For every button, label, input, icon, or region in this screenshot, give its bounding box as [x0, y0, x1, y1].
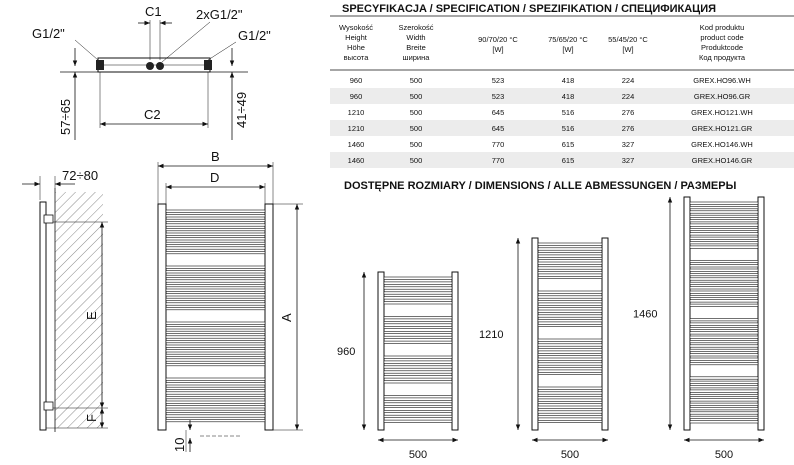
mid-connector-right — [156, 62, 164, 70]
size-bar — [690, 265, 758, 267]
label-c2: C2 — [144, 107, 161, 122]
size-bar — [384, 287, 452, 289]
spec-cell: 516 — [561, 108, 575, 117]
spec-cell: 327 — [621, 156, 635, 165]
front-bar — [166, 406, 265, 408]
size-bar — [690, 215, 758, 217]
size-bar — [538, 353, 602, 355]
spec-cell: GREX.HO96.WH — [693, 76, 751, 85]
size-bar — [384, 396, 452, 398]
spec-cell: 224 — [621, 76, 635, 85]
spec-header-cell: [W] — [492, 45, 504, 54]
size-bar — [690, 269, 758, 271]
size-bar — [538, 344, 602, 346]
size-bar — [690, 332, 758, 334]
size-bar — [538, 358, 602, 360]
size-right-rail — [602, 238, 608, 430]
size-width-label: 500 — [408, 449, 428, 461]
label-ten: 10 — [172, 437, 187, 452]
size-bar — [690, 319, 758, 321]
spec-cell: GREX.HO121.GR — [691, 124, 753, 133]
size-drawing — [337, 272, 458, 461]
label-e: E — [84, 311, 99, 320]
size-bar — [538, 368, 602, 370]
front-bar — [166, 345, 265, 347]
size-bar — [384, 366, 452, 368]
spec-cell: 276 — [621, 124, 635, 133]
size-bar — [690, 354, 758, 356]
size-bar — [384, 381, 452, 383]
top-view — [32, 4, 271, 140]
label-g-left: G1/2" — [32, 26, 65, 41]
front-right-rail — [265, 204, 273, 430]
label-depth: 72÷80 — [62, 168, 99, 183]
spec-header-cell: Produktcode — [700, 43, 744, 52]
front-bars — [166, 210, 265, 422]
spec-title: SPECYFIKACJA / SPECIFICATION / SPEZIFIKATION / СПЕЦИФИКАЦИЯ — [342, 3, 717, 15]
size-bar — [690, 220, 758, 222]
size-bar — [384, 282, 452, 284]
size-bar — [690, 394, 758, 396]
size-bar — [538, 305, 602, 307]
size-bar — [384, 410, 452, 412]
spec-cell: 500 — [409, 92, 423, 101]
size-bar — [538, 349, 602, 351]
size-bar — [538, 243, 602, 245]
spec-cell: 500 — [409, 156, 423, 165]
spec-header-cell: product code — [700, 33, 744, 42]
size-bar — [690, 273, 758, 275]
g-mid-leader — [162, 22, 210, 62]
size-bar — [690, 381, 758, 383]
size-bar — [384, 292, 452, 294]
size-bar — [538, 324, 602, 326]
spec-cell: 500 — [409, 76, 423, 85]
spec-cell: 276 — [621, 108, 635, 117]
size-bar — [690, 323, 758, 325]
label-g-right: G1/2" — [238, 28, 271, 43]
spec-header-cell: 75/65/20 °C — [548, 35, 588, 44]
spec-header-cell: Width — [406, 33, 426, 42]
spec-cell: GREX.HO121.WH — [691, 108, 753, 117]
front-bar — [166, 336, 265, 338]
g-left-leader — [75, 40, 98, 60]
size-bar — [538, 257, 602, 259]
spec-body — [330, 76, 794, 168]
size-bar — [384, 302, 452, 304]
front-bar — [166, 359, 265, 361]
size-bar — [538, 372, 602, 374]
spec-cell: 645 — [491, 124, 505, 133]
spec-header-cell: Höhe — [347, 43, 365, 52]
spec-cell: 960 — [349, 76, 363, 85]
front-bar — [166, 210, 265, 212]
front-bar — [166, 271, 265, 273]
spec-cell: 500 — [409, 124, 423, 133]
size-bar — [384, 376, 452, 378]
size-bar — [538, 392, 602, 394]
spec-header-cell: высота — [343, 53, 369, 62]
size-bar — [690, 377, 758, 379]
front-bar — [166, 387, 265, 389]
front-bar — [166, 215, 265, 217]
size-bar — [690, 386, 758, 388]
size-bar — [690, 237, 758, 239]
size-bar — [690, 260, 758, 262]
label-a: A — [279, 313, 294, 322]
sizes-drawings — [337, 197, 764, 461]
front-bar — [166, 396, 265, 398]
size-bar — [690, 206, 758, 208]
spec-header-cell: Breite — [406, 43, 426, 52]
spec-cell: 645 — [491, 108, 505, 117]
size-bar — [384, 415, 452, 417]
front-bar — [166, 251, 265, 253]
front-left-rail — [158, 204, 166, 430]
front-bar — [166, 289, 265, 291]
size-bar — [690, 421, 758, 423]
spec-cell: 770 — [491, 156, 505, 165]
spec-cell: 1460 — [347, 140, 365, 149]
spec-cell: 1210 — [347, 108, 365, 117]
spec-cell: 500 — [409, 108, 423, 117]
size-right-rail — [758, 197, 764, 430]
front-bar — [166, 415, 265, 417]
size-bar — [690, 246, 758, 248]
size-bar — [538, 301, 602, 303]
front-bar — [166, 378, 265, 380]
size-bar — [538, 267, 602, 269]
front-bar — [166, 275, 265, 277]
size-bar — [690, 228, 758, 230]
size-bar — [384, 321, 452, 323]
size-width-label: 500 — [714, 449, 734, 461]
front-bar — [166, 219, 265, 221]
bottom-bracket — [44, 402, 53, 410]
size-bar — [690, 340, 758, 342]
size-bar — [538, 253, 602, 255]
size-bar — [690, 362, 758, 364]
size-width-label: 500 — [560, 449, 580, 461]
front-bar — [166, 307, 265, 309]
size-right-rail — [452, 272, 458, 430]
label-b: B — [211, 149, 220, 164]
spec-cell: 523 — [491, 92, 505, 101]
spec-header-cell: Kod produktu — [699, 23, 745, 32]
size-bar — [690, 291, 758, 293]
front-bar — [166, 247, 265, 249]
label-f: F — [84, 414, 99, 422]
size-left-rail — [684, 197, 690, 430]
right-connector — [204, 60, 212, 70]
spec-cell: 418 — [561, 92, 575, 101]
size-bar — [690, 358, 758, 360]
side-view — [22, 168, 108, 432]
size-bar — [690, 202, 758, 204]
spec-cell: 1460 — [347, 156, 365, 165]
size-bar — [690, 304, 758, 306]
spec-cell: 224 — [621, 92, 635, 101]
spec-header-cell: [W] — [562, 45, 574, 54]
front-bar — [166, 224, 265, 226]
spec-header-cell: Height — [345, 33, 367, 42]
sizes-title: DOSTĘPNE ROZMIARY / DIMENSIONS / ALLE ABMESSUNGEN / РАЗМЕРЫ — [344, 180, 737, 192]
size-bar — [384, 336, 452, 338]
size-bar — [538, 363, 602, 365]
front-bar — [166, 294, 265, 296]
spec-cell: 1210 — [347, 124, 365, 133]
size-bar — [538, 310, 602, 312]
front-bar — [166, 280, 265, 282]
front-bar — [166, 298, 265, 300]
front-bar — [166, 410, 265, 412]
size-bar — [384, 420, 452, 422]
spec-cell: 523 — [491, 76, 505, 85]
spec-cell: 516 — [561, 124, 575, 133]
front-bar — [166, 363, 265, 365]
spec-cell: 418 — [561, 76, 575, 85]
front-bar — [166, 233, 265, 235]
front-bar — [166, 340, 265, 342]
spec-header-cell: Szerokość — [398, 23, 434, 32]
front-bar — [166, 303, 265, 305]
label-d: D — [210, 170, 220, 185]
spec-header-cell: Код продукта — [698, 53, 746, 62]
size-bar — [690, 327, 758, 329]
spec-header-cell: Wysokość — [338, 23, 374, 32]
left-connector — [96, 60, 104, 70]
size-bar — [690, 336, 758, 338]
size-bar — [538, 339, 602, 341]
size-bar — [690, 399, 758, 401]
size-bar — [538, 262, 602, 264]
size-bar — [384, 405, 452, 407]
size-bar — [384, 341, 452, 343]
size-bar — [384, 371, 452, 373]
front-bar — [166, 354, 265, 356]
front-bar — [166, 238, 265, 240]
front-bar — [166, 401, 265, 403]
size-bar — [384, 277, 452, 279]
size-drawing — [479, 238, 608, 461]
size-bar — [384, 317, 452, 319]
size-bar — [690, 416, 758, 418]
front-bar — [166, 242, 265, 244]
size-bar — [538, 248, 602, 250]
spec-cell: GREX.HO146.WH — [691, 140, 753, 149]
size-height-label: 960 — [337, 346, 356, 358]
front-bar — [166, 350, 265, 352]
size-bar — [538, 272, 602, 274]
size-bar — [690, 412, 758, 414]
size-bar — [690, 295, 758, 297]
size-bar — [538, 291, 602, 293]
available-sizes — [337, 180, 764, 461]
front-bar — [166, 322, 265, 324]
spec-header-cell: [W] — [622, 45, 634, 54]
size-height-label: 1460 — [633, 308, 658, 321]
front-bar — [166, 266, 265, 268]
size-bar — [690, 224, 758, 226]
size-height-label: 1210 — [479, 329, 504, 341]
front-bar — [166, 392, 265, 394]
size-bar — [538, 420, 602, 422]
size-bar — [690, 233, 758, 235]
spec-cell: 960 — [349, 92, 363, 101]
side-radiator — [40, 202, 46, 430]
size-bar — [538, 411, 602, 413]
spec-cell: GREX.HO146.GR — [691, 156, 753, 165]
spec-header-cell: 90/70/20 °C — [478, 35, 518, 44]
size-bar — [384, 400, 452, 402]
spec-cell: 615 — [561, 156, 575, 165]
size-left-rail — [532, 238, 538, 430]
label-h-right: 41÷49 — [234, 91, 249, 128]
size-bar — [538, 406, 602, 408]
size-bar — [690, 300, 758, 302]
front-bar — [166, 228, 265, 230]
size-bar — [538, 416, 602, 418]
front-bar — [166, 331, 265, 333]
specification-table — [330, 3, 794, 168]
label-h-left: 57÷65 — [58, 98, 73, 135]
size-bar — [690, 242, 758, 244]
size-bar — [538, 296, 602, 298]
size-bar — [384, 297, 452, 299]
label-c1: C1 — [145, 4, 162, 19]
wall-hatch — [55, 192, 103, 428]
size-bar — [384, 361, 452, 363]
front-bar — [166, 327, 265, 329]
spec-cell: 500 — [409, 140, 423, 149]
spec-header-cell: 55/45/20 °C — [608, 35, 648, 44]
size-bar — [384, 326, 452, 328]
size-bar — [690, 390, 758, 392]
spec-cell: 327 — [621, 140, 635, 149]
front-view — [158, 149, 303, 452]
spec-header-cell: ширина — [402, 53, 430, 62]
size-bar — [690, 278, 758, 280]
front-bar — [166, 284, 265, 286]
front-bar — [166, 419, 265, 421]
size-bar — [538, 276, 602, 278]
size-bar — [690, 282, 758, 284]
label-g-mid: 2xG1/2" — [196, 7, 243, 22]
spec-cell: 615 — [561, 140, 575, 149]
size-left-rail — [378, 272, 384, 430]
front-bar — [166, 383, 265, 385]
size-bar — [690, 345, 758, 347]
spec-cell: GREX.HO96.GR — [693, 92, 751, 101]
spec-header-row — [339, 23, 746, 62]
size-bar — [690, 349, 758, 351]
spec-cell: 770 — [491, 140, 505, 149]
mid-connector-left — [146, 62, 154, 70]
size-drawing — [633, 197, 764, 461]
size-bar — [690, 287, 758, 289]
size-bar — [690, 403, 758, 405]
top-bracket — [44, 215, 53, 223]
size-bar — [384, 356, 452, 358]
size-bar — [538, 320, 602, 322]
size-bar — [538, 315, 602, 317]
size-bar — [538, 387, 602, 389]
size-bar — [538, 397, 602, 399]
size-bar — [538, 401, 602, 403]
size-bar — [690, 211, 758, 213]
size-bar — [384, 331, 452, 333]
size-bar — [690, 408, 758, 410]
